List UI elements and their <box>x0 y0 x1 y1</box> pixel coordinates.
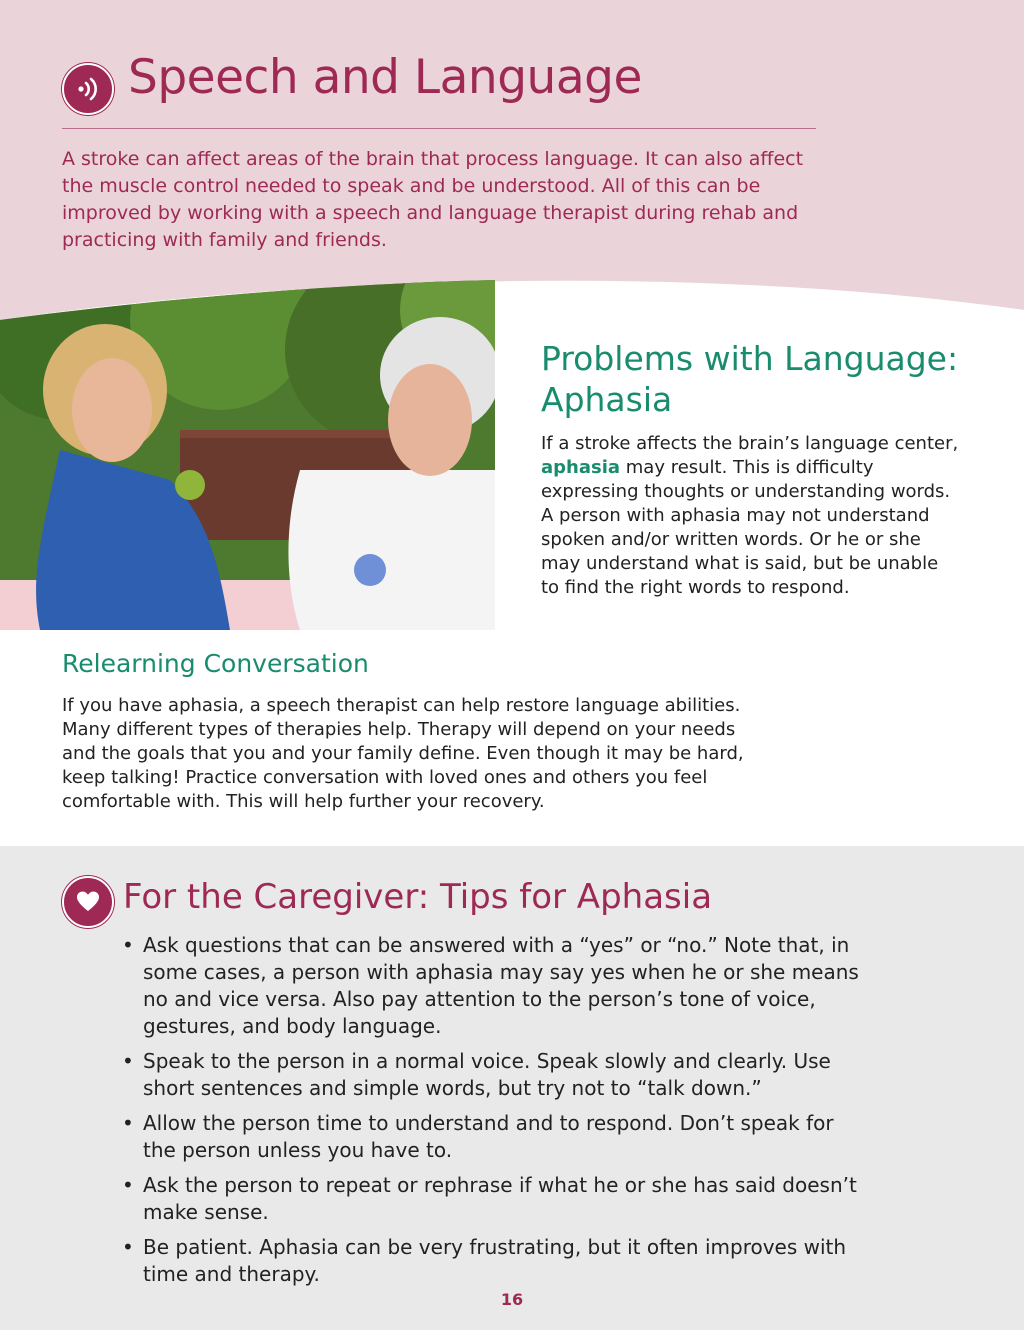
aphasia-paragraph <box>541 432 961 600</box>
bullet-icon: • <box>122 933 134 957</box>
relearning-paragraph: If you have aphasia, a speech therapist can help restore language abilities. Many different types of therapies help. Therapy will depend on your needs and the goals that you and your family define. Even though it may be hard, keep talking! Practice conversation with loved ones and others you feel comfortable with. This will help further your recovery. <box>62 695 744 812</box>
caregiver-tips-list <box>122 932 862 1296</box>
page-title: Speech and Language <box>128 50 642 105</box>
list-item <box>122 1110 862 1164</box>
list-item <box>122 1048 862 1102</box>
tip-text: Ask questions that can be answered with a “yes” or “no.” Note that, in some cases, a person with aphasia may say yes when he or she means no and vice versa. Also pay attention to the person’s tone of voice, gestures, and body language. <box>143 933 859 1038</box>
title-divider <box>62 128 816 129</box>
list-item <box>122 1172 862 1226</box>
aphasia-keyword: aphasia <box>541 457 621 478</box>
page-number: 16 <box>500 1290 524 1309</box>
aphasia-heading: Problems with Language: Aphasia <box>541 339 959 419</box>
bullet-icon: • <box>122 1173 134 1197</box>
intro-paragraph: A stroke can affect areas of the brain that process language. It can also affect the muscle control needed to speak and be understood. All of this can be improved by working with a speech and language therapist during rehab and practicing with family and friends. <box>62 148 804 251</box>
speech-sound-icon <box>62 63 114 115</box>
aphasia-text-end: may result. This is difficulty expressing thoughts or understanding words. A person with aphasia may not understand spoken and/or written words. Or he or she may understand what is said, but be unable to find the right words to respond. <box>541 457 951 598</box>
tip-text: Speak to the person in a normal voice. Speak slowly and clearly. Use short sentences and simple words, but try not to “talk down.” <box>143 1049 831 1100</box>
caregiver-title: For the Caregiver: Tips for Aphasia <box>123 877 713 917</box>
bullet-icon: • <box>122 1235 134 1259</box>
list-item <box>122 1234 862 1288</box>
tip-text: Ask the person to repeat or rephrase if what he or she has said doesn’t make sense. <box>143 1173 857 1224</box>
list-item <box>122 932 862 1040</box>
bullet-icon: • <box>122 1049 134 1073</box>
aphasia-text-start: If a stroke affects the brain’s language center, <box>541 433 959 454</box>
relearning-heading: Relearning Conversation <box>62 649 369 678</box>
caregiver-patient-photo <box>0 280 495 630</box>
bullet-icon: • <box>122 1111 134 1135</box>
tip-text: Be patient. Aphasia can be very frustrating, but it often improves with time and therapy. <box>143 1235 847 1286</box>
tip-text: Allow the person time to understand and to respond. Don’t speak for the person unless you have to. <box>143 1111 834 1162</box>
heart-icon <box>62 876 114 928</box>
